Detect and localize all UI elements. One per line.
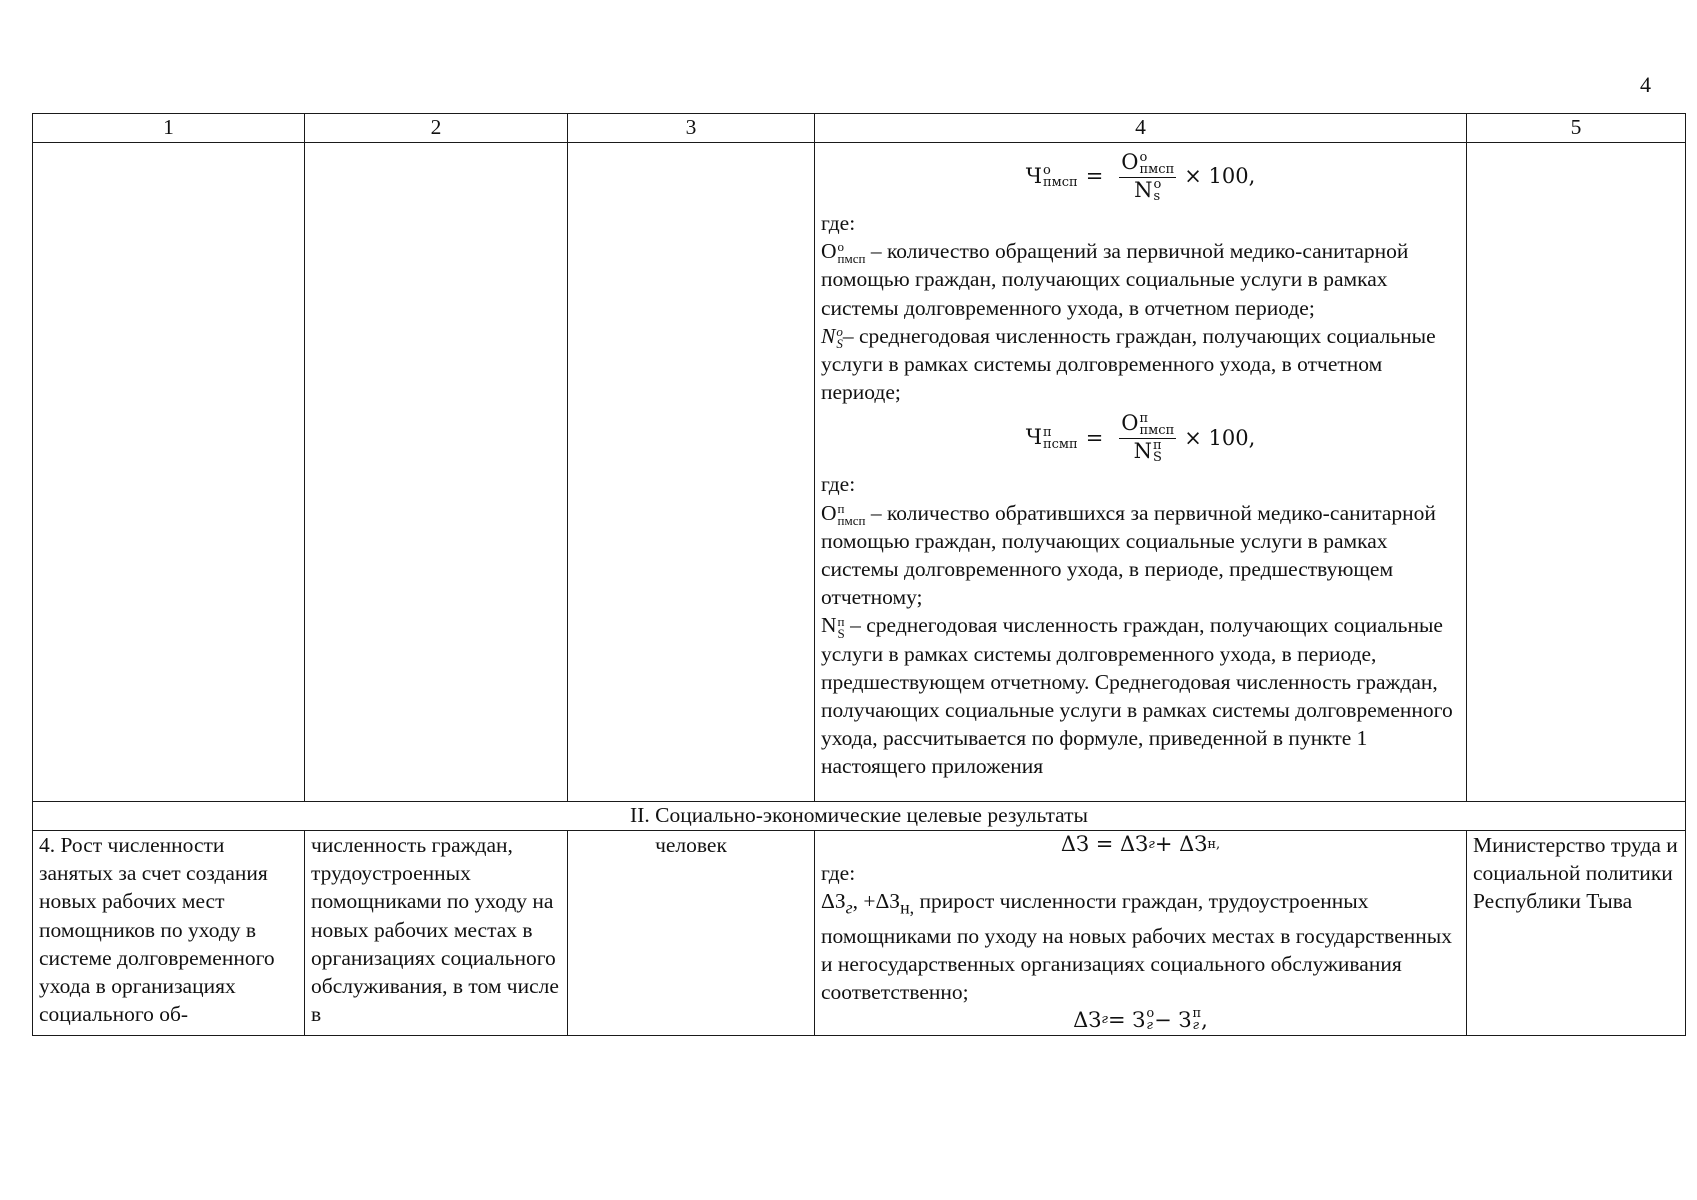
formula-chpmsp-current: Ч о пмсп = О о пмсп N о s × 100, — [1025, 149, 1256, 204]
row2-col2-definition: численность граждан, трудоустроенных помощниками по уходу на новых рабочих местах в организациях социального обслуживания, в том числе в — [305, 831, 568, 1036]
definition-current-avg-count: N o S – среднегодовая численность граждан, получающих социальные услуги в рамках системы долговременного ухода, в отчетном периоде; — [821, 323, 1436, 405]
column-header-2: 2 — [305, 114, 568, 143]
row1-col5 — [1467, 143, 1686, 802]
where-label: где: — [821, 861, 856, 885]
column-header-3: 3 — [568, 114, 815, 143]
where-label: где: — [821, 472, 856, 497]
row2-col1-indicator: 4. Рост численности занятых за счет создания новых рабочих мест помощников по уходу в системе долговременного ухода в организациях социального об- — [33, 831, 305, 1036]
formula-chpsmp-previous: Ч п псмп = О п пмсп N п S × 100, — [1025, 410, 1256, 466]
row1-col3 — [568, 143, 815, 802]
row1-col2 — [305, 143, 568, 802]
table-row — [33, 831, 1686, 1036]
row1-col4 — [815, 143, 1467, 802]
fraction: О п пмсп N п S — [1121, 410, 1175, 466]
definition-previous-avg-count: N п S – среднегодовая численность граждан, получающих социальные услуги в рамках системы долговременного ухода, в периоде, предшествующем отчетному. Среднегодовая численность граждан, получающих социальные услуги в рамках системы долговременного ухода, рассчитывается по формуле, приведенной в пункте 1 настоящего приложения — [821, 613, 1453, 779]
fraction: О о пмсп N о s — [1121, 149, 1175, 204]
column-header-4: 4 — [815, 114, 1467, 143]
section-heading-row — [33, 802, 1686, 831]
definition-previous-requests: О п пмсп – количество обратившихся за первичной медико-санитарной помощью граждан, получающих социальные услуги в рамках системы долговременного ухода, в периоде, предшествующем отчетному; — [821, 500, 1436, 610]
column-header-5: 5 — [1467, 114, 1686, 143]
formula-delta-z: ΔЗ = ΔЗ г + ΔЗ н, — [1060, 832, 1221, 857]
row2-col4-method — [815, 831, 1467, 1036]
section-title: II. Социально-экономические целевые результаты — [33, 802, 1686, 831]
table-header-row — [33, 114, 1686, 143]
formula-delta-z-state: ΔЗ г = З о г − З п г , — [1073, 1006, 1208, 1034]
table-row — [33, 143, 1686, 802]
row2-col3-unit: человек — [568, 831, 815, 1036]
results-table — [32, 113, 1686, 1036]
column-header-1: 1 — [33, 114, 305, 143]
definition-current-requests: О о пмсп – количество обращений за первичной медико-санитарной помощью граждан, получающих социальные услуги в рамках системы долговременного ухода, в отчетном периоде; — [821, 239, 1409, 320]
definition-delta-z: $\Delta З_г$, $+\Delta З_{н,}$ прирост численности граждан, трудоустроенных помощниками по уходу на новых рабочих местах в государственных и негосударственных организациях социального обслуживания соответственно; — [821, 889, 1452, 1005]
page-number: 4 — [1640, 72, 1651, 97]
where-label: где: — [821, 211, 856, 235]
row2-col5-responsible: Министерство труда и социальной политики Республики Тыва — [1467, 831, 1686, 1036]
row1-col1 — [33, 143, 305, 802]
